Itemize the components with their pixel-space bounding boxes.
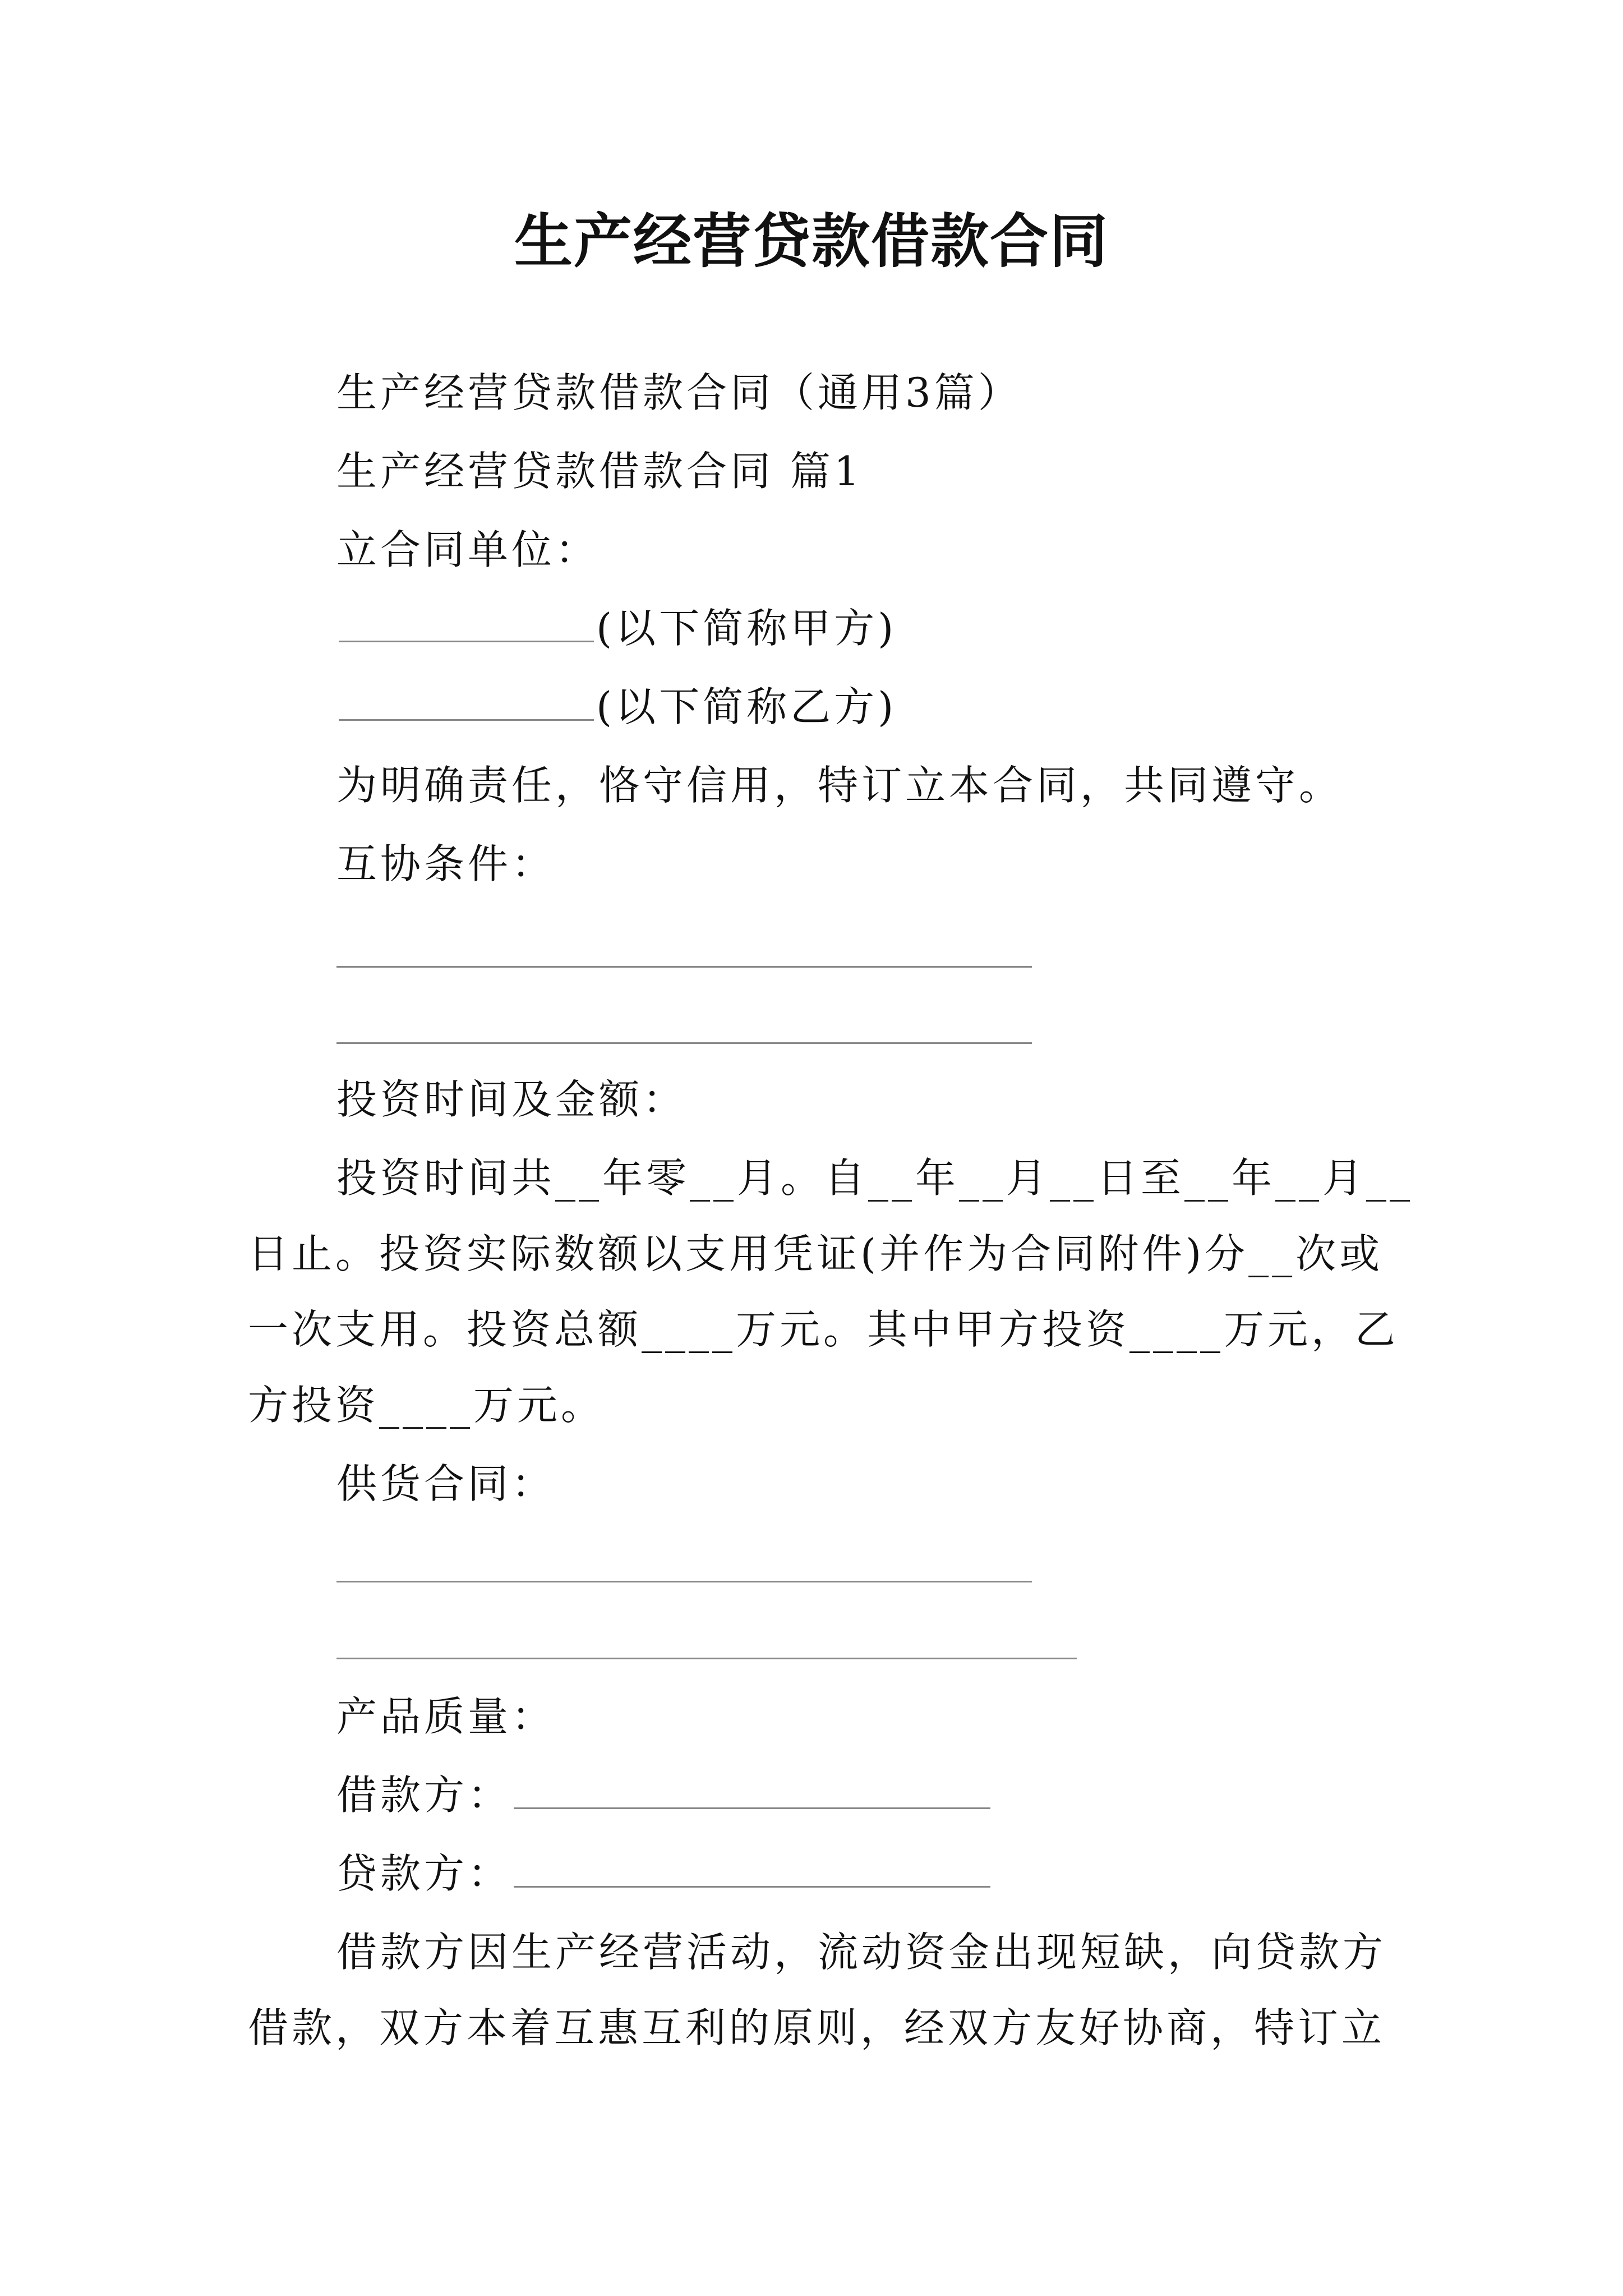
contract-units-label: 立合同单位： bbox=[336, 526, 600, 573]
investment-label: 投资时间及金额： bbox=[336, 1076, 687, 1123]
mutual-terms-blank-2 bbox=[336, 1042, 1032, 1044]
part-heading: 生产经营贷款借款合同 篇1 bbox=[336, 448, 863, 495]
party-b-suffix: (以下简称乙方) bbox=[596, 683, 897, 730]
investment-line-3: 一次支用。投资总额____万元。其中甲方投资____万元，乙 bbox=[248, 1306, 1399, 1353]
party-b-blank bbox=[339, 719, 594, 721]
supply-contract-blank-1 bbox=[336, 1581, 1032, 1582]
purpose-statement: 为明确责任，恪守信用，特订立本合同，共同遵守。 bbox=[336, 762, 1343, 809]
closing-line-1: 借款方因生产经营活动，流动资金出现短缺，向贷款方 bbox=[336, 1929, 1387, 1976]
party-b-line bbox=[336, 679, 897, 735]
borrower-line bbox=[336, 1767, 993, 1823]
lender-blank bbox=[514, 1885, 990, 1888]
mutual-terms-blank-1 bbox=[336, 966, 1032, 968]
document-title: 生产经营贷款借款合同 bbox=[514, 206, 1109, 275]
lender-line bbox=[336, 1846, 993, 1902]
party-a-line bbox=[336, 600, 897, 656]
supply-contract-label: 供货合同： bbox=[336, 1460, 556, 1507]
supply-contract-blank-2 bbox=[336, 1658, 1077, 1659]
document-subtitle: 生产经营贷款借款合同（通用3篇） bbox=[336, 369, 1022, 416]
party-a-blank bbox=[339, 640, 594, 642]
investment-line-1: 投资时间共__年零__月。自__年__月__日至__年__月__ bbox=[336, 1154, 1414, 1202]
investment-line-2: 日止。投资实际数额以支用凭证(并作为合同附件)分__次或 bbox=[248, 1230, 1384, 1277]
mutual-terms-label: 互协条件： bbox=[336, 840, 556, 887]
investment-line-4: 方投资____万元。 bbox=[248, 1382, 605, 1429]
borrower-label: 借款方： bbox=[336, 1772, 512, 1819]
closing-line-2: 借款，双方本着互惠互利的原则，经双方友好协商，特订立 bbox=[248, 2004, 1386, 2051]
lender-label: 贷款方： bbox=[336, 1850, 512, 1897]
borrower-blank bbox=[514, 1807, 990, 1809]
quality-label: 产品质量： bbox=[336, 1693, 556, 1740]
party-a-suffix: (以下简称甲方) bbox=[596, 605, 897, 652]
